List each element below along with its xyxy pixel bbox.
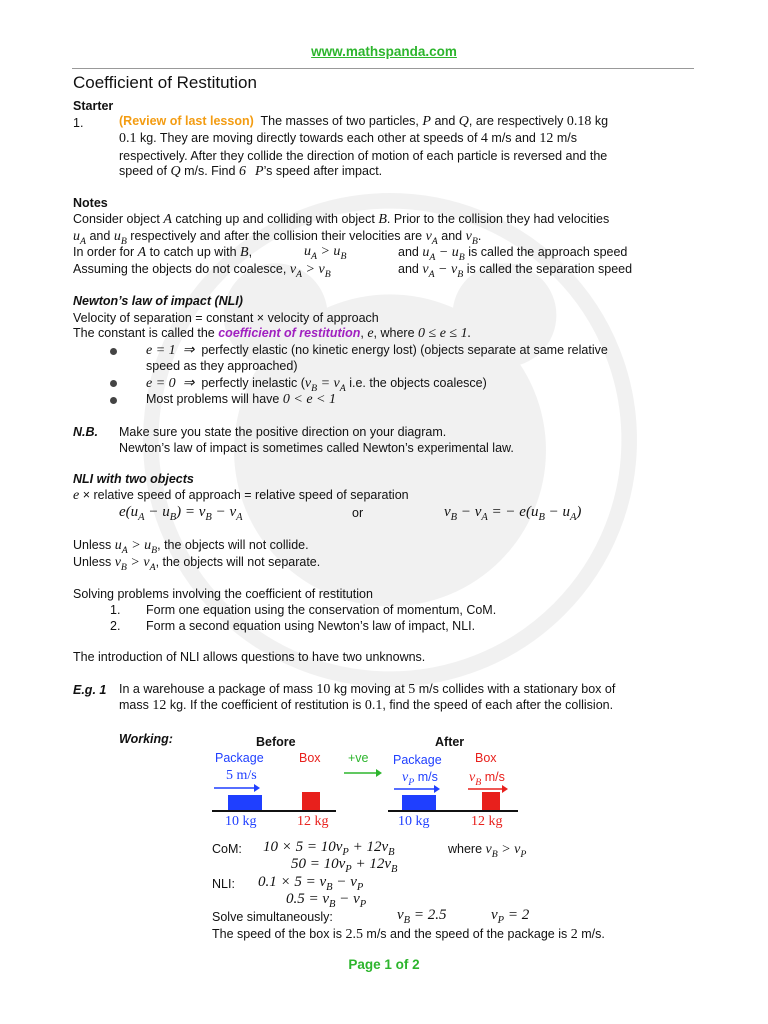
package-block-after: [402, 795, 436, 810]
var-ub: $u_B$: [113, 229, 127, 247]
notes-line-1: [73, 212, 609, 228]
var-e: e: [367, 326, 374, 341]
vb-gt-va: $v_B > v_A$: [114, 555, 156, 573]
vb-result: $v_B = 2.5$: [397, 907, 447, 926]
text: In order for: [73, 245, 135, 259]
bullet: [110, 397, 117, 404]
two-objects-line-1: [73, 488, 409, 504]
starter-number: 1.: [73, 116, 84, 130]
positive-arrow-icon: [342, 768, 382, 778]
text: where: [448, 842, 483, 856]
package-mass: 10: [316, 682, 331, 697]
package-block-before: [228, 795, 262, 810]
package-mass-after: 10 kg: [398, 814, 430, 829]
package-speed: 5: [408, 682, 416, 697]
text: to catch up with: [149, 245, 237, 259]
text: . Prior to the collision they had velocities: [386, 212, 610, 226]
var-q: Q: [170, 164, 181, 179]
text: speed of: [119, 164, 167, 178]
box-label-after: Box: [475, 751, 497, 765]
text: kg. If the coefficient of restitution is: [169, 698, 362, 712]
var-a: A: [137, 245, 147, 260]
step-2-number: 2.: [110, 619, 121, 633]
separation-expression: $v_A - v_B$: [422, 262, 464, 280]
text: , are respectively: [468, 114, 564, 128]
bullet-2: [146, 375, 487, 394]
text: × relative speed of approach = relative speed of separation: [82, 488, 409, 502]
var-e: e: [73, 488, 80, 503]
text: Unless: [73, 555, 112, 569]
box-speed-answer: 2.5: [345, 927, 363, 942]
bullet-1-line-2: speed as they approached): [146, 359, 298, 373]
starter-line-1: [119, 114, 608, 130]
var-b: B: [378, 212, 387, 227]
var-q: Q: [458, 114, 469, 129]
package-speed-answer: 2: [570, 927, 578, 942]
notes-line-3: In order for A to catch up with B,: [73, 245, 253, 260]
speed-p: 4: [480, 131, 488, 146]
package-mass-before: 10 kg: [225, 814, 257, 829]
text: and: [89, 229, 111, 243]
bullet-1-line-1: [146, 342, 608, 359]
conclusion: [212, 927, 605, 943]
unless-separate: [73, 555, 320, 573]
var-vb: $v_B$: [465, 229, 478, 247]
starter-line-3: respectively. After they collide the direction of motion of each particle is reversed and the: [119, 149, 608, 163]
text: In a warehouse a package of mass: [119, 682, 313, 696]
nb-line-2: Newton’s law of impact is sometimes called Newton’s experimental law.: [119, 441, 514, 455]
text: m/s and the speed of the package is: [366, 927, 568, 941]
package-label-before: Package: [215, 751, 264, 765]
text: The masses of two particles,: [260, 114, 419, 128]
box-mass-after: 12 kg: [471, 814, 503, 829]
header-divider: [72, 68, 694, 69]
text: m/s and: [491, 131, 536, 145]
starter-line-4: [119, 164, 246, 180]
separation-speed-text: [398, 262, 632, 280]
separation-condition: $v_A > v_B$: [289, 262, 331, 280]
nli-line-1: Velocity of separation = constant × velocity of approach: [73, 311, 379, 325]
e-equals-0: e = 0 ⇒: [146, 376, 195, 391]
var-va: $v_A$: [425, 229, 438, 247]
vb-equals-va: $v_B = v_A$: [304, 376, 346, 394]
speed-q: 12: [539, 131, 554, 146]
nli-working-1: $0.1 \times 5 = v_B - v_P$: [258, 874, 364, 893]
box-label-before: Box: [299, 751, 321, 765]
var-a: A: [163, 212, 172, 227]
text: and: [441, 229, 463, 243]
ground-line-before: [212, 810, 336, 812]
text: catching up and colliding with object: [175, 212, 375, 226]
nb-line-1: Make sure you state the positive direction on your diagram.: [119, 425, 447, 439]
working-label: Working:: [119, 732, 173, 746]
step-2: Form a second equation using Newton’s law of impact, NLI.: [146, 619, 476, 633]
var-b: B: [240, 245, 249, 260]
unit: m/s: [484, 770, 505, 784]
text: m/s.: [581, 927, 605, 941]
ground-line-after: [388, 810, 518, 812]
text: m/s collides with a stationary box of: [418, 682, 616, 696]
step-1: Form one equation using the conservation of momentum, CoM.: [146, 603, 497, 617]
nli-line-2: The constant is called the coefficient of restitution, e, where 0 ≤ e ≤ 1.: [73, 326, 472, 341]
starter-line-4b: [255, 164, 382, 180]
review-label: (Review of last lesson): [119, 114, 254, 128]
box-speed-after: $v_B$ m/s: [469, 770, 505, 788]
text: The constant is called the: [73, 326, 215, 340]
box-block-after: [482, 792, 500, 810]
text: respectively and after the collision their velocities are: [130, 229, 423, 243]
box-mass: 12: [152, 698, 167, 713]
restitution-value: 0.1: [364, 698, 383, 713]
text: m/s. Find: [184, 164, 236, 178]
e-equals-1: e = 1 ⇒: [146, 343, 195, 358]
unit: m/s: [417, 770, 438, 784]
var-p: P: [255, 164, 264, 179]
page-number: Page 1 of 2: [348, 957, 420, 972]
nli-working-2: $0.5 = v_B - v_P$: [286, 891, 367, 910]
e-open-range: 0 < e < 1: [282, 392, 336, 407]
ua-gt-ub: $u_A > u_B$: [114, 538, 158, 556]
box-mass-before: 12 kg: [297, 814, 329, 829]
bullet-3: [146, 392, 336, 408]
e-range: 0 ≤ e ≤ 1.: [418, 326, 472, 341]
velocity-arrow-icon: [392, 784, 442, 794]
text: Consider object: [73, 212, 160, 226]
text: i.e. the objects coalesce): [349, 376, 487, 390]
text: , find the speed of each after the collision.: [382, 698, 614, 712]
text: mass: [119, 698, 149, 712]
unless-collide: [73, 538, 309, 556]
two-objects-heading: NLI with two objects: [73, 472, 194, 486]
bullet: [110, 348, 117, 355]
speed-q-after: 6: [238, 164, 246, 179]
text: , where: [373, 326, 415, 340]
or-text: or: [352, 506, 364, 520]
velocity-arrow-icon: [212, 783, 262, 793]
unit: kg: [594, 114, 609, 128]
step-1-number: 1.: [110, 603, 121, 617]
page-title: Coefficient of Restitution: [73, 73, 257, 92]
notes-heading: Notes: [73, 196, 108, 210]
example-line-1: [119, 682, 615, 698]
com-label: CoM:: [212, 842, 242, 856]
text: , the objects will not collide.: [157, 538, 309, 552]
starter-line-2: [119, 131, 577, 147]
text: perfectly elastic (no kinetic energy lost) (objects separate at same relative: [201, 343, 608, 357]
nli-heading: Newton’s law of impact (NLI): [73, 294, 243, 308]
text: is called the separation speed: [466, 262, 633, 276]
text: and: [398, 245, 419, 259]
notes-line-4: [73, 262, 331, 280]
approach-speed-text: [398, 245, 627, 263]
text: kg. They are moving directly towards each other at speeds of: [139, 131, 478, 145]
com-equation-1: $10 \times 5 = 10v_P + 12v_B$: [263, 839, 395, 858]
notes-line-2: $u_A$ and $u_B$ respectively and after the collision their velocities are $v_A$ and $v_B$.: [73, 229, 482, 247]
nb-label: N.B.: [73, 425, 98, 439]
unit: m/s: [556, 131, 577, 145]
after-label: After: [435, 735, 465, 749]
text: and: [398, 262, 419, 276]
text: is called the approach speed: [468, 245, 628, 259]
example-label: E.g. 1: [73, 683, 107, 697]
site-link[interactable]: www.mathspanda.com: [311, 44, 457, 59]
approach-expression: $u_A - u_B$: [422, 245, 465, 263]
text: and: [434, 114, 456, 128]
where-text: where $v_B > v_P$: [448, 842, 527, 860]
text: Assuming the objects do not coalesce,: [73, 262, 287, 276]
text: Unless: [73, 538, 112, 552]
box-block-before: [302, 792, 320, 810]
coefficient-term: coefficient of restitution: [218, 326, 361, 340]
nli-label: NLI:: [212, 877, 235, 891]
bullet: [110, 380, 117, 387]
text: kg moving at: [333, 682, 405, 696]
positive-direction-label: +ve: [348, 751, 369, 765]
vp-result: $v_P = 2$: [491, 907, 530, 926]
example-line-2: [119, 698, 613, 714]
text: , the objects will not separate.: [155, 555, 321, 569]
solve-label: Solve simultaneously:: [212, 910, 333, 924]
com-equation-2: $50 = 10v_P + 12v_B$: [291, 856, 398, 875]
intro-text: The introduction of NLI allows questions to have two unknowns.: [73, 650, 426, 664]
nli-equation-1: $e(u_A - u_B) = v_B - v_A$: [119, 504, 243, 523]
var-p: P: [422, 114, 431, 129]
solving-heading: Solving problems involving the coefficient of restitution: [73, 587, 373, 601]
package-label-after: Package: [393, 753, 442, 767]
mass-q: 0.1: [119, 131, 137, 146]
starter-heading: Starter: [73, 99, 114, 113]
nli-equation-2: $v_B - v_A$ = − $e(u_B - u_A)$: [444, 504, 582, 523]
package-speed-after: $v_P$ m/s: [402, 770, 438, 788]
approach-condition: $u_A > u_B$: [304, 244, 347, 262]
before-label: Before: [256, 735, 296, 749]
text: Most problems will have: [146, 392, 280, 406]
text: perfectly inelastic (: [201, 376, 305, 390]
text: ’s speed after impact.: [263, 164, 383, 178]
mass-p: 0.18: [566, 114, 592, 129]
text: The speed of the box is: [212, 927, 342, 941]
package-speed-before: 5 m/s: [226, 768, 257, 783]
var-ua: $u_A$: [73, 229, 86, 247]
